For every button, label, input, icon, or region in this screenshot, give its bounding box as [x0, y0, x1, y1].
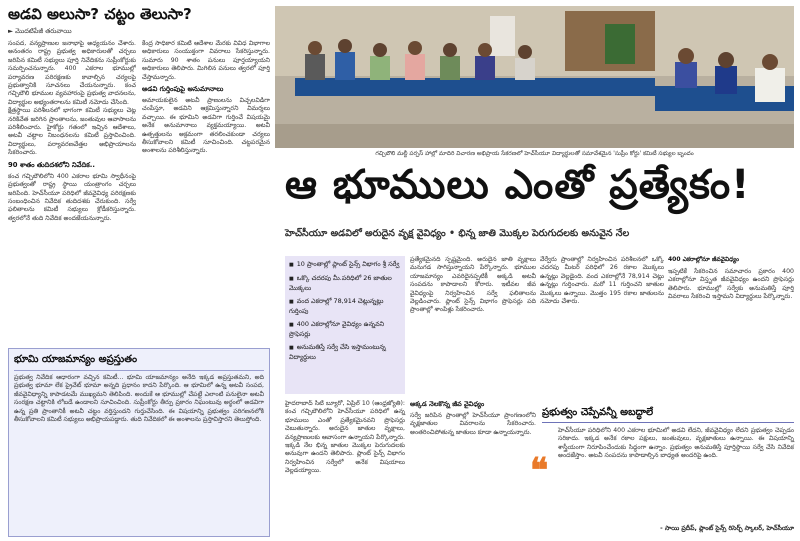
main-headline: ఆ భూములు ఎంతో ప్రత్యేకం! [285, 162, 751, 208]
left-paragraph: అమాయకులైన అటవీ ప్రాణులను విచ్చలవిడిగా చంపేస్తూ, అడవిని ఆక్రమిస్తున్నారని విమర్శలు వచ్చాయి. ఈ భూమిని అడవిగా గుర్తించే విషయమై అనేక అనుమానాలు వ్యక్తమయ్యాయి. అటవీ ఉత్పత్తులను అక్రమంగా తరలించకుండా చర్యలు తీసుకోవాలని కమిటీ సూచించింది. చట్టపరమైన అంశాలను పరిశీలిస్తున్నారు. [142, 97, 270, 155]
quote-mark-icon: ❝ [530, 451, 549, 491]
article-text: వేర్వేరు ప్రాంతాల్లో నిర్వహించిన పరిశీలనలో ఒక్కో చదరపు మీటర్ పరిధిలో 26 రకాల మొక్కలు ఉన్నట్లు వెల్లడైంది. వంద ఎకరాల్లోనే 78,914 చెట్లు ఉన్నట్లు గుర్తించారు. మరో 11 గుర్తించని జాతుల మొక్కలు ఉన్నాయి. మొత్తం 195 రకాల జాతులను నమోదు చేశారు. [540, 256, 664, 306]
left-paragraph: సంపద, వన్యప్రాణుల జనాభాపై అధ్యయనం చేశారు. అనంతరం రాష్ట్ర ప్రభుత్వ అధికారులతో చర్చలు జరిపిన కమిటీ సభ్యులు పూర్తి నివేదికను సుప్రీంకోర్టుకు సమర్పించనున్నారు. 400 ఎకరాల భూముల్లో పర్యావరణ పరిరక్షణకు కావాల్సిన చర్యలపై ప్రభుత్వానికి సూచనలు చేయనున్నారు. కంచ గచ్చిబౌలి భూముల వ్యవహారంపై ప్రభుత్వ వాదనలను, విద్యార్థుల అభ్యంతరాలను కమిటీ నమోదు చేసింది. [8, 40, 136, 106]
left-subheading: అడవి గుర్తింపుపై అనుమానాలు [142, 85, 224, 94]
bottom-subheading: అక్కడ నెలకొన్న జీవ వైవిధ్యం [410, 400, 485, 408]
highlight-item: ■ వంద ఎకరాల్లో 78,914 చెట్లున్నట్లు గుర్తింపు [289, 297, 401, 316]
quote-box [530, 407, 794, 535]
main-subheadline: హెచ్‌సీయూ అడవిలో అరుదైన వృక్ష వైవిధ్యం • భిన్న జాతి మొక్కల పెరుగుదలకు అనువైన నేల [285, 228, 630, 239]
meeting-photo-illustration [275, 6, 794, 148]
article-column-2 [410, 256, 536, 394]
ownership-box-text: ప్రభుత్వ నివేదిక ఆధారంగా వచ్చిన కమిటీ... భూమి యాజమాన్యం అనేది ఇక్కడ అప్రస్తుతమని, అది ప్రభుత్వ భూమా లేక ప్రైవేట్ భూమా అన్నది ప్రధానం కాదని పేర్కొంది. ఆ భూమిలో ఉన్న అటవీ సంపద, జీవవైవిధ్యాన్ని కాపాడటమే ముఖ్యమని తెలిపింది. అందుకే ఆ భూముల్లో చేపట్టే ఎలాంటి పనులైనా అటవీ సంరక్షణ చట్టానికి లోబడే ఉండాలని సూచించింది. సుప్రీంకోర్టు తీర్పు ప్రకారం నిఘంటువు అర్థంలో అడవిగా ఉన్న ప్రతి ప్రాంతానికీ అటవీ చట్టం వర్తిస్తుందని గుర్తుచేసింది. ఈ విషయాన్ని ప్రభుత్వం పరిగణనలోకి తీసుకోవాలని కమిటీ సభ్యులు అభిప్రాయపడ్డారు. తుది నివేదికలో ఈ అంశాలను ప్రస్తావిస్తారని తెలుస్తోంది. [14, 374, 264, 424]
article-column-3 [540, 256, 664, 394]
quote-attribution: - సాయి ప్రదీప్, ప్లాంట్ సైన్స్ రిసెర్చ్ స్కాలర్, హెచ్‌సీయూ [660, 525, 794, 532]
quote-title: ప్రభుత్వం చెప్పేవన్నీ అబద్ధాలే [542, 406, 794, 423]
highlight-item: ■ ఒక్కొ చదరపు మీ.పరిధిలో 26 జాతుల మొక్కలు [289, 274, 401, 293]
article-column-bottom [410, 398, 536, 534]
meeting-photo [275, 6, 794, 148]
left-paragraph: కేంద్ర సాధికార కమిటీ ఆదేశాల మేరకు వివిధ విభాగాల అధికారులు సంయుక్తంగా వివరాలు సేకరిస్తున్నారు. సుమారు 90 శాతం పనులు పూర్తయ్యాయని అధికారులు తెలిపారు. మిగిలిన పనులు త్వరలో పూర్తి చేస్తామన్నారు. [142, 40, 270, 81]
left-paragraph: క్షేత్రస్థాయి పరిశీలనలో భాగంగా కమిటీ సభ్యులు చెట్ల నరికివేత జరిగిన ప్రాంతాలను, జంతువుల ఆవాసాలను పరిశీలించారు. హైకోర్టు గతంలో ఇచ్చిన ఆదేశాలు, అటవీ చట్టాల నిబంధనలను కమిటీ ప్రస్తావించింది. విద్యార్థులు, పర్యావరణవేత్తల అభిప్రాయాలను సేకరించారు. [8, 107, 136, 157]
left-byline: ► మొదటిపేజీ తరువాయి [8, 27, 72, 35]
highlight-item: ■ అనుమతిస్తే సర్వే చేసి ఇస్తామంటున్న విద్యార్థులు [289, 343, 401, 362]
left-article-title: అడవి అలుసా? చట్టం తెలుసా? [8, 5, 192, 23]
article-lead-text: హైదరాబాద్ సిటీ బ్యూరో, ఏప్రిల్ 10 (ఆంధ్రజ్యోతి): కంచ గచ్చిబౌలిలోని హెచ్‌సీయూ పరిధిలో ఉన్న భూములు ఎంతో ప్రత్యేకమైనవని ప్రొఫెసర్లు చెబుతున్నారు. అరుదైన జాతుల వృక్షాలు, వన్యప్రాణులకు ఆవాసంగా ఉన్నాయని పేర్కొన్నారు. ఇక్కడి నేల భిన్న జాతుల మొక్కల పెరుగుదలకు అనువుగా ఉందని తెలిపారు. ప్లాంట్ సైన్స్ విభాగం నిర్వహించిన సర్వేలో అనేక విషయాలు వెల్లడయ్యాయి. [285, 400, 405, 475]
article-text: ఇప్పటికే సేకరించిన సమాచారం ప్రకారం 400 ఎకరాల్లోనూ విస్తృత జీవవైవిధ్యం ఉందని ప్రొఫెసర్లు తెలిపారు. భూముల్లో సర్వేకు అనుమతిస్తే పూర్తి వివరాలు సేకరించి ఇస్తామని విద్యార్థులు పేర్కొన్నారు. [668, 268, 794, 301]
article-text: సర్వే జరిపిన ప్రాంతాల్లో హెచ్‌సీయూ ప్రాంగణంలోని వృక్షజాతుల వివరాలను సేకరించారు. అంతరించిపోతున్న జాతులు కూడా ఉన్నాయన్నారు. [410, 412, 536, 436]
right-box-heading: 400 ఎకరాల్లోనూ జీవవైవిధ్యం [668, 256, 740, 263]
highlights-box [285, 256, 405, 394]
article-column-4 [668, 256, 794, 394]
left-subheading: 90 శాతం తుదిదశలోని నివేదిక.. [8, 160, 95, 169]
photo-caption: గచ్చిబౌలి మల్టీ పర్పస్ హాల్లో మాదిరి విచారణ అభిప్రాయ సేకరణలో హెచ్‌సీయూ విద్యార్థులతో సమావేశమైన 'సుప్రీం కోర్టు' కమిటీ సభ్యుల బృందం [375, 151, 694, 157]
left-article [8, 4, 270, 537]
article-text: ప్రత్యేకమైనది స్పష్టమైంది. అరుదైన జాతి వృక్షాలు మనుగడ సాగిస్తున్నాయని పేర్కొన్నారు. భూముల యాజమాన్యం ఎవరిదైనప్పటికీ అక్కడి అటవీ సంపదను కాపాడాలని కోరారు. ఇటీవల జీవ వైవిధ్యంపై నిర్వహించిన సర్వే ఫలితాలను వెల్లడించారు. ప్లాంట్ సైన్స్ విభాగం ప్రొఫెసర్లు పది ప్రాంతాల్లో శాంపిళ్లు సేకరించారు. [410, 256, 536, 314]
ownership-box-title: భూమి యాజమాన్యం అప్రస్తుతం [14, 353, 264, 371]
highlight-item: ■ 400 ఎకరాల్లోనూ వైవిధ్యం ఉన్నవని ప్రొఫెసర్లు [289, 320, 401, 339]
ownership-box [8, 348, 270, 537]
highlight-item: ■ 10 ప్రాంతాల్లో ప్లాంట్ సైన్స్ విభాగం శ్రీ సర్వే [289, 260, 401, 270]
left-paragraph: కంచ గచ్చిబౌలిలోని 400 ఎకరాల భూమి స్వాధీనంపై ప్రభుత్వంతో రాష్ట్ర స్థాయి యంత్రాంగం చర్చలు జరిపింది. హెచ్‌సీయూ పరిధిలో జీవవైవిధ్య పరిరక్షణకు సంబంధించిన నివేదిక తుదిదశకు చేరుకుంది. సర్వే ఫలితాలను కమిటీ సభ్యులు క్రోడీకరిస్తున్నారు. త్వరలోనే తుది నివేదిక అందజేయనున్నారు. [8, 172, 136, 222]
left-columns [8, 40, 270, 223]
quote-text: హెచ్‌సీయూ పరిధిలోని 400 ఎకరాల భూమిలో అడవి లేదని, జీవవైవిధ్యం లేదని ప్రభుత్వం చెప్పడం సరికాదు. ఇక్కడ అనేక రకాల పక్షులు, జంతువులు, వృక్షజాతులు ఉన్నాయి. ఈ విషయాన్ని శాస్త్రీయంగా నిరూపించేందుకు సిద్ధంగా ఉన్నాం. ప్రభుత్వం అనుమతిస్తే పూర్తిస్థాయి సర్వే చేసి నివేదిక అందజేస్తాం. అటవీ సంపదను కాపాడాల్సిన బాధ్యత అందరిపై ఉంది. [558, 427, 794, 460]
